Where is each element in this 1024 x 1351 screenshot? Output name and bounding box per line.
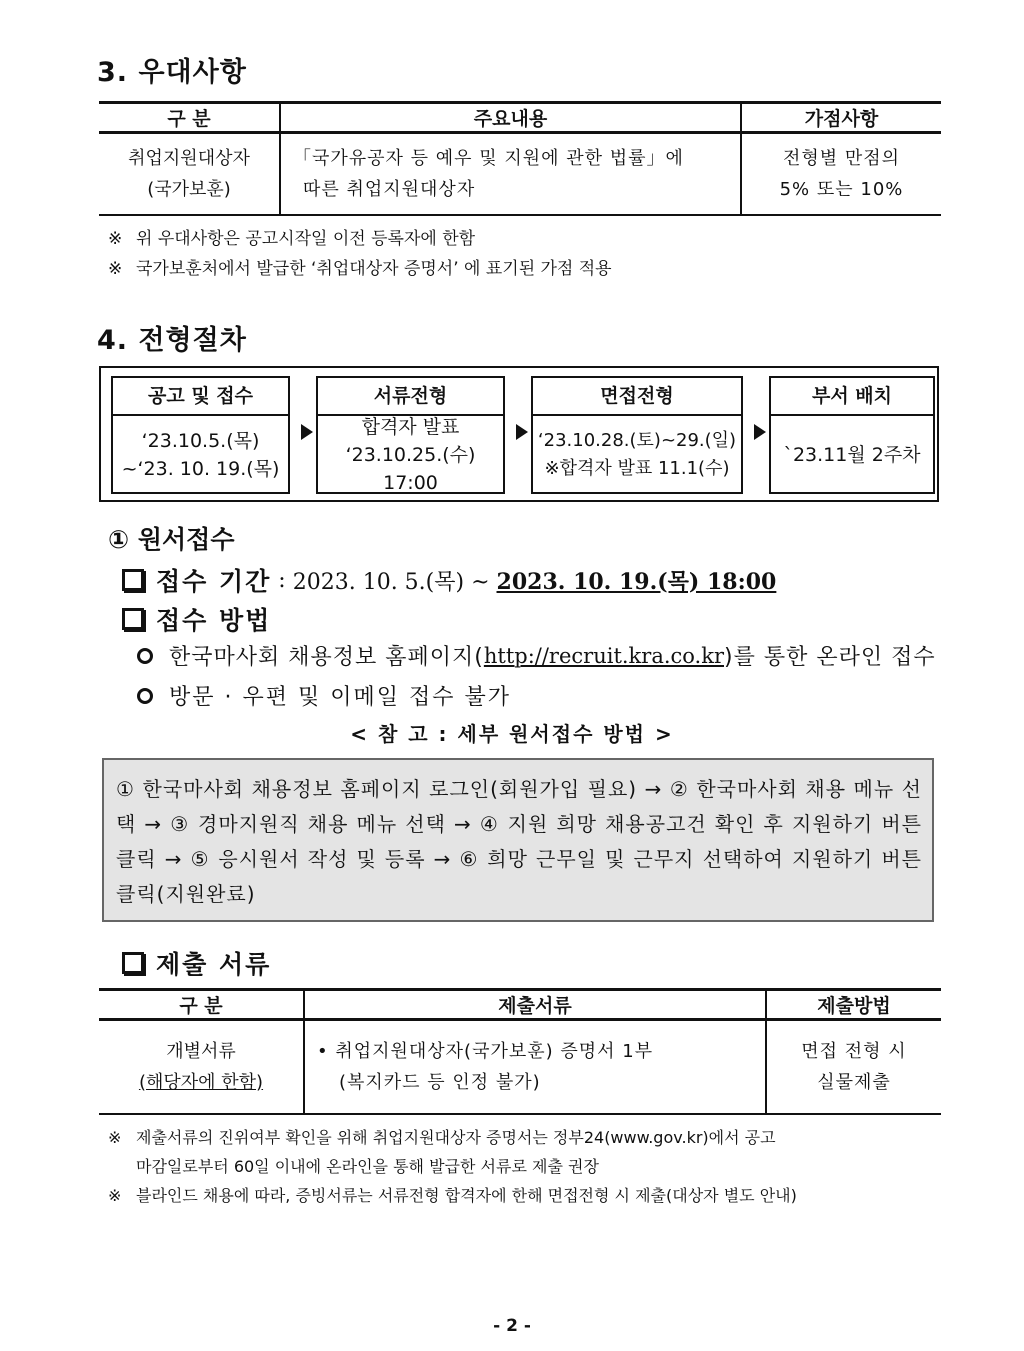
table-row: [99, 1020, 941, 1114]
table-header-row: [99, 990, 941, 1020]
note-mark: ※: [108, 1186, 122, 1205]
table-header: 제출방법: [766, 990, 941, 1020]
cell-text: (해당자에 한함): [138, 1071, 264, 1093]
reference-box: ① 한국마사회 채용정보 홈페이지 로그인(회원가입 필요) → ② 한국마사회 채용 메뉴 선택 → ③ 경마지원직 채용 메뉴 선택 → ④ 지원 희망 채용공고건 확인 후 지원하기 버튼 클릭 → ⑤ 응시원서 작성 및 등록 → ⑥ 희망 근무일 및 근무지 선택하여 지원하기 버튼 클릭(지원완료): [102, 758, 934, 922]
note-mark: ※: [108, 229, 123, 249]
checkbox-square-icon: [122, 608, 144, 630]
checkbox-square-icon: [122, 952, 144, 974]
cell-text: 전형별 만점의: [782, 147, 901, 169]
table-header: 가점사항: [741, 103, 941, 133]
cell-text: 「국가유공자 등 예우 및 지원에 관한 법률」에: [293, 147, 684, 169]
preference-table: [99, 101, 941, 216]
section-4-title: 4. 전형절차: [97, 325, 247, 356]
cell-text: 실물제출: [817, 1071, 891, 1093]
method-label: 접수 방법: [156, 606, 272, 635]
note-text: 마감일로부터 60일 이내에 온라인을 통해 발급한 서류로 제출 권장: [136, 1157, 599, 1176]
method-text: )를 통한 온라인 접수: [724, 645, 936, 670]
table-header: 주요내용: [280, 103, 741, 133]
table-cell: [304, 1020, 766, 1114]
page-number: - 2 -: [493, 1316, 531, 1336]
note: [108, 1123, 938, 1210]
note-mark: ※: [108, 259, 123, 279]
reference-title: < 참 고 : 세부 원서접수 방법 >: [350, 722, 674, 746]
note-text: 블라인드 채용에 따라, 증빙서류는 서류전형 합격자에 한해 면접전형 시 제출(대상자 별도 안내): [136, 1186, 797, 1205]
section-3-title: 3. 우대사항: [97, 57, 247, 88]
step-text: 17:00: [383, 472, 438, 494]
table-header-row: [99, 103, 941, 133]
cell-text: 개별서류: [166, 1040, 236, 1062]
table-cell: [99, 1020, 304, 1114]
documents-title: 제출 서류: [156, 950, 272, 979]
note-text: 제출서류의 진위여부 확인을 위해 취업지원대상자 증명서는 정부24(www.gov.kr)에서 공고: [136, 1128, 776, 1147]
step-text: ‘23.10.28.(토)~29.(일): [537, 430, 737, 451]
checkbox-square-icon: [122, 569, 144, 591]
cell-text: 5% 또는 10%: [779, 178, 904, 200]
process-step: [531, 376, 743, 494]
note-text: 위 우대사항은 공고시작일 이전 등록자에 한함: [136, 229, 476, 249]
process-step: [769, 376, 935, 494]
table-header: 구 분: [99, 103, 280, 133]
step-text: 합격자 발표: [361, 416, 460, 438]
process-step: [316, 376, 505, 494]
table-row: [99, 133, 941, 215]
table-cell: [99, 133, 280, 215]
step-text: ‘23.10.5.(목): [141, 430, 260, 452]
step-title: 부서 배치: [771, 378, 933, 416]
step-title: 공고 및 접수: [113, 378, 288, 416]
documents-title-line: [122, 945, 271, 981]
table-header: 제출서류: [304, 990, 766, 1020]
period-end: 2023. 10. 19.(목) 18:00: [496, 568, 777, 595]
step-text: ~‘23. 10. 19.(목): [121, 458, 280, 480]
table-cell: [280, 133, 741, 215]
period-line: [122, 562, 776, 598]
method-item: [137, 680, 511, 711]
application-title: ① 원서접수: [108, 525, 235, 554]
method-item: [137, 640, 936, 671]
period-start: 2023. 10. 5.(목) ~: [292, 569, 497, 595]
cell-text: 취업지원대상자: [128, 147, 250, 169]
step-text: `23.11월 2주차: [783, 444, 921, 466]
process-flow: [99, 366, 939, 502]
period-separator: :: [271, 567, 293, 593]
method-text: 방문 · 우편 및 이메일 접수 불가: [169, 685, 511, 710]
table-header: 구 분: [99, 990, 304, 1020]
arrow-right-icon: [516, 424, 528, 440]
note: [108, 254, 612, 284]
documents-table: [99, 988, 941, 1115]
cell-text: 면접 전형 시: [801, 1040, 907, 1062]
method-line: [122, 601, 271, 637]
step-title: 서류전형: [318, 378, 503, 416]
arrow-right-icon: [754, 424, 766, 440]
arrow-right-icon: [301, 424, 313, 440]
note-mark: ※: [108, 1128, 122, 1147]
note-text: 국가보훈처에서 발급한 ‘취업대상자 증명서’ 에 표기된 가점 적용: [136, 259, 612, 279]
method-text: 한국마사회 채용정보 홈페이지(: [169, 645, 484, 670]
circle-bullet-icon: [137, 688, 153, 704]
period-label: 접수 기간: [156, 567, 272, 596]
cell-text: • 취업지원대상자(국가보훈) 증명서 1부: [317, 1040, 654, 1062]
step-title: 면접전형: [533, 378, 741, 416]
step-text: ※합격자 발표 11.1(수): [544, 458, 730, 479]
recruit-link[interactable]: http://recruit.kra.co.kr: [483, 643, 724, 668]
circle-bullet-icon: [137, 648, 153, 664]
cell-text: 따른 취업지원대상자: [303, 178, 476, 200]
note: [108, 224, 475, 254]
cell-text: (복지카드 등 인정 불가): [339, 1071, 541, 1093]
step-text: ‘23.10.25.(수): [345, 444, 476, 466]
table-cell: [766, 1020, 941, 1114]
cell-text: (국가보훈): [147, 178, 231, 200]
process-step: [111, 376, 290, 494]
table-cell: [741, 133, 941, 215]
